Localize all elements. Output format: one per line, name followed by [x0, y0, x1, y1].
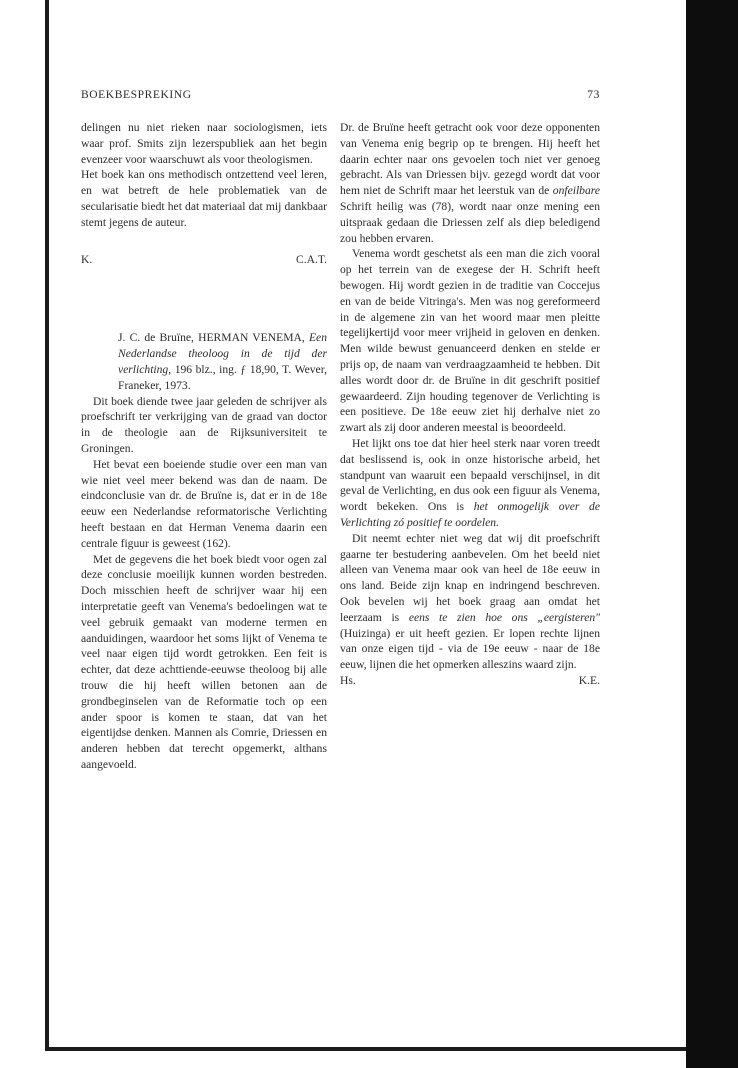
paragraph: Dit neemt echter niet weg dat wij dit proefschrift gaarne ter bestudering aanbevelen. Om het beeld niet alleen van Venema maar ook van heel de 18e eeuw in ons land. Beide zijn knap en indringend beschreven. Ook bevelen wij het boek graag aan omdat het leerzaam is eens te zien hoe ons „eergisteren" (Huizinga) er uit heeft gezien. Er lopen rechte lijnen van onze eigen tijd - via de 19e eeuw - naar de 18e eeuw, lijnen die het opmerken alleszins waard zijn. — [340, 531, 601, 672]
book-details: 196 blz., ing. ƒ 18,90, T. Wever, Franeker, 1973. — [118, 362, 327, 392]
book-reference — [118, 330, 327, 393]
book-title: Een Nederlandse theoloog in de tijd der verlichting, — [118, 331, 327, 376]
review-signature — [81, 252, 327, 268]
bottom-border — [45, 1047, 686, 1051]
left-border — [45, 0, 49, 1050]
paragraph: Het bevat een boeiende studie over een man van wie niet veel meer bekend was dan de naam. De eindconclusie van dr. de Bruïne is, dat er in de 18e eeuw een Nederlandse reformatorische Verlichting heeft bestaan en dat Herman Venema daarin een centrale figuur is geweest (162). — [81, 457, 327, 550]
paragraph: Met de gegevens die het boek biedt voor ogen zal deze conclusie moeilijk kunnen worden bestreden. Doch misschien heeft de schrijver waar hij een interpretatie geeft van Venema's bedoelingen wat te veel gebruik gemaakt van moderne termen en aanduidingen, waardoor het soms lijkt of Venema te veel naar eigen tijd wordt getrokken. Een feit is echter, dat deze achttiende-eeuwse theoloog bij alle trouw die hij heeft willen betonen aan de grondbeginselen van de Reformatie toch op een ander spoor is komen te staan, dat van het eigentijdse denken. Mannen als Comrie, Driessen en anderen hebben dat terecht opgemerkt, althans aangevoeld. — [81, 552, 327, 771]
signature-initials: C.A.T. — [295, 252, 327, 266]
paragraph: Dr. de Bruïne heeft getracht ook voor deze opponenten van Venema enig begrip op te brengen. Hij heeft het daarin echter naar ons gevoelen toch niet ver genoeg gebracht. Als van Driessen bijv. gezegd wordt dat voor hem niet de Schrift maar het leerstuk van de onfeilbare Schrift heilig was (78), wordt naar onze mening een uitspraak gedaan die Driessen zelf als diep beledigend zou hebben ervaren. — [340, 121, 600, 245]
right-edge-shadow — [686, 0, 738, 1068]
page-header — [81, 89, 600, 101]
paragraph: Dit boek diende twee jaar geleden de schrijver als proefschrift ter verkrijging van de graad van doctor in de theologie aan de Rijksuniversiteit te Groningen. — [81, 394, 327, 455]
book-author: J. C. de Bruïne, HERMAN VENEMA, — [118, 331, 305, 345]
page-number: 73 — [587, 89, 600, 101]
running-title: BOEKBESPREKING — [81, 89, 192, 101]
paragraph: Het lijkt ons toe dat hier heel sterk naar voren treedt dat beslissend is, ook in onze historische arbeid, het standpunt van waaruit een bepaald verschijnsel, in dit geval de Verlichting, en dus ook een figuur als Venema, wordt bekeken. Ons is het onmogelijk over de Verlichting zó positief te oordelen. — [340, 436, 600, 529]
paragraph: Het boek kan ons methodisch ontzettend veel leren, en wat betreft de hele problematiek van de secularisatie biedt het dat materiaal dat mij dankbaar stemt jegens de auteur. — [81, 168, 327, 229]
signature-initials: Hs. — [340, 673, 356, 687]
right-column — [340, 120, 600, 689]
paragraph: Venema wordt geschetst als een man die zich vooral op het terrein van de exegese der H. Schrift heeft bewogen. Hij wordt gezien in de traditie van Coccejus en van de beide Vitringa's. Men was nog gereformeerd in de algemene zin van het woord maar men pleitte tegelijkertijd voor meer vrijheid in geloven en denken. Men wilde bewust genuanceerd denken en stelde er prijs op, de naam van verdraagzaamheid te hebben. Dit alles wordt door dr. de Bruïne in dit geschrift positief gewaardeerd. Zijn houding tegenover de Verlichting is een positieve. De 18e eeuw ziet hij derhalve niet zo zwart als zij door anderen meestal is beoordeeld. — [340, 247, 600, 435]
signature-place: K.E. — [578, 673, 600, 687]
signature-place: K. — [81, 252, 93, 266]
review-signature — [340, 673, 600, 689]
paragraph: delingen nu niet rieken naar sociologismen, iets waar prof. Smits zijn lezerspubliek aan het begin evenzeer voor waarschuwt als voor theologismen. — [81, 121, 327, 166]
left-column — [81, 120, 327, 773]
